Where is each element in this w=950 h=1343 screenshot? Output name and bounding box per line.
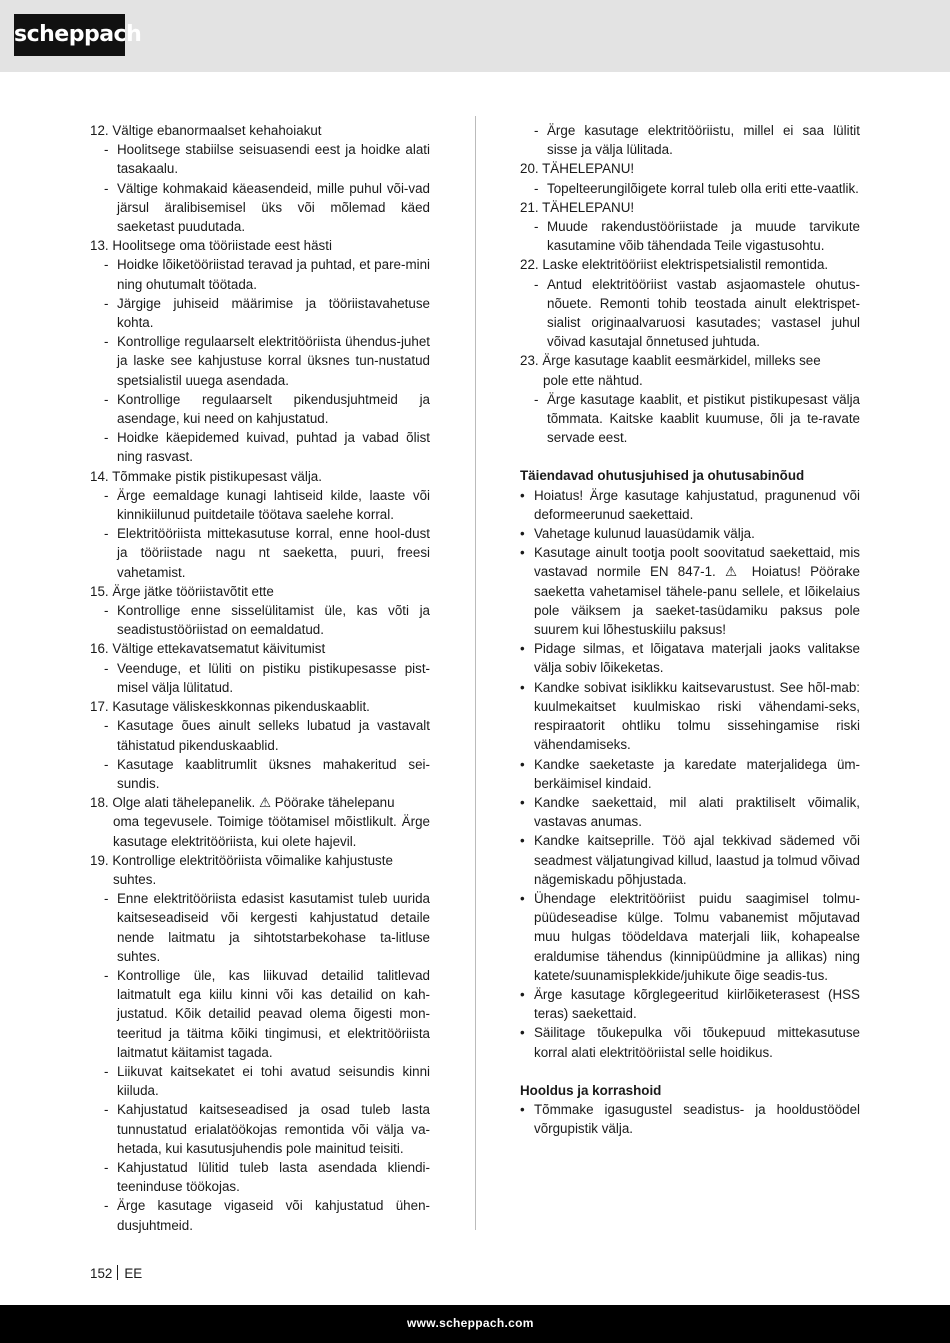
dash-item: - Liikuvat kaitsekatet ei tohi avatud seisundis kinni kiiluda. [90,1062,430,1100]
scheppach-logo: scheppach [14,14,125,56]
bullet-item: • Hoiatus! Ärge kasutage kahjustatud, pragunenud või deformeerunud saekettaid. [520,486,860,524]
dash-item: - Kahjustatud lülitid tuleb lasta asendada kliendi-teeninduse töökojas. [90,1158,430,1196]
numbered-item-continuation: pole ette nähtud. [543,372,643,388]
numbered-item: 19. Kontrollige elektritööriista võimalike kahjustuste [90,852,393,868]
dash-item: - Ärge kasutage elektritööriistu, millel ei saa lülitit sisse ja välja lülitada. [520,121,860,159]
numbered-item: 16. Vältige ettekavatsematut käivitumist [90,641,326,657]
dash-item: - Vältige kohmakaid käeasendeid, mille puhul või-vad järsul äralibisemisel üks või mõlemad käed saeketast puudutada. [90,179,430,237]
dash-item: - Järgige juhiseid määrimise ja tööriistavahetuse kohta. [90,294,430,332]
dash-item: - Hoolitsege stabiilse seisuasendi eest ja hoidke alati tasakaalu. [90,140,430,178]
dash-item: - Kahjustatud kaitseseadised ja osad tuleb lasta tunnustatud erialatöökojas remontida või välja va-hetada, kui kasutusjuhendis pole mainitud teisiti. [90,1100,430,1158]
dash-item: - Hoidke käepidemed kuivad, puhtad ja vabad õlist ning rasvast. [90,428,430,466]
dash-item: - Kasutage õues ainult selleks lubatud ja vastavalt tähistatud pikenduskaablid. [90,716,430,754]
dash-item: - Kontrollige üle, kas liikuvad detailid talitlevad laitmatult ega kiilu kinni või kas detailid on kah-justatud. Kõik detailid peavad olema õigesti mon-teeritud ja täitma kõiki tingimusi, et elektritööriista laitmatut käitamist tagada. [90,966,430,1062]
numbered-item: 14. Tõmmake pistik pistikupesast välja. [90,468,322,484]
spacer [520,1062,860,1081]
page-footer-number [90,1264,142,1283]
page-footer [0,1305,950,1343]
dash-item: - Hoidke lõiketööriistad teravad ja puhtad, et pare-mini ning ohutumalt töötada. [90,255,430,293]
dash-item: - Kontrollige regulaarselt elektritööriista ühendus-juhet ja laske see kahjustuse korral üksnes tun-nustatud spetsialistil uuega asendada. [90,332,430,390]
bullet-item: • Kandke sobivat isiklikku kaitsevarustust. See hõl-mab: kuulmekaitset kuulmiskao riski vähendami-seks, respiraatorit ohtliku tolmu sissehingamise riski vähendamiseks. [520,678,860,755]
page-header [0,0,950,72]
dash-item: - Topelteerungilõigete korral tuleb olla eriti ette-vaatlik. [520,179,860,198]
dash-item: - Veenduge, et lüliti on pistiku pistikupesasse pist-misel välja lülitatud. [90,659,430,697]
numbered-item-continuation: suhtes. [113,871,157,887]
bullet-item: • Kandke kaitseprille. Töö ajal tekkivad sädemed või seadmest väljatungivad killud, laastud ja tolmud võivad nägemiskadu põhjustada. [520,831,860,889]
numbered-item: 20. TÄHELEPANU! [520,161,635,177]
language-code: EE [124,1266,143,1281]
bullet-item: • Kandke saekettaid, mil alati praktiliselt võimalik, vastavas anumas. [520,793,860,831]
spacer [520,447,860,466]
numbered-item-continuation: oma tegevusele. Toimige töötamisel mõistlikult. Ärge kasutage elektritööriista, kui olete hajevil. [113,814,430,849]
dash-item: - Enne elektritööriista edasist kasutamist tuleb uurida kaitseseadiseid või kergesti kahjustatud detaile nende laitmatu ja sihtotstarbekohase ta-litluse suhtes. [90,889,430,966]
dash-item: - Ärge kasutage kaablit, et pistikut pistikupesast välja tõmmata. Kaitske kaablit kuumuse, õli ja te-ravate servade eest. [520,390,860,448]
left-column [90,121,430,1235]
dash-item: - Kasutage kaablitrumlit üksnes mahakeritud sei-sundis. [90,755,430,793]
dash-item: - Kontrollige enne sisselülitamist üle, kas võti ja seadistustööriistad on eemaldatud. [90,601,430,639]
dash-item: - Elektritööriista mittekasutuse korral, enne hool-dust ja tööriistade nagu nt saeketta, puuri, freesi vahetamist. [90,524,430,582]
dash-item: - Ärge kasutage vigaseid või kahjustatud ühen-dusjuhtmeid. [90,1196,430,1234]
numbered-item: 13. Hoolitsege oma tööriistade eest hästi [90,238,332,254]
numbered-item: 18. Olge alati tähelepanelik. ⚠ Pöörake tähelepanu [90,795,395,811]
bullet-item: • Säilitage tõukepulka või tõukepuud mittekasutuse korral alati elektritööriistal selle hoidikus. [520,1023,860,1061]
bullet-item: • Vahetage kulunud lauasüdamik välja. [520,524,860,543]
section-heading: Hooldus ja korrashoid [520,1082,662,1098]
numbered-item: 17. Kasutage väliskeskkonnas pikenduskaablit. [90,699,370,715]
right-column [520,121,860,1138]
dash-item: - Muude rakendustööriistade ja muude tarvikute kasutamine võib tähendada Teile vigastusohtu. [520,217,860,255]
dash-item: - Kontrollige regulaarselt pikendusjuhtmeid ja asendage, kui need on kahjustatud. [90,390,430,428]
numbered-item: 22. Laske elektritööriist elektrispetsialistil remontida. [520,257,829,273]
section-heading: Täiendavad ohutusjuhised ja ohutusabinõud [520,468,805,484]
bullet-item: • Ühendage elektritööriist puidu saagimisel tolmu-püüdeseadise külge. Tolmu vabanemist mõjutavad muu hulgas töödeldava materjali liik, kohapealse eraldumise tähendus (kinnipüüdmine ja allikas) ning katete/suunamisplekkide/juhikute õige seadis-tus. [520,889,860,985]
bullet-item: • Tõmmake igasugustel seadistus- ja hooldustöödel võrgupistik välja. [520,1100,860,1138]
numbered-item: 15. Ärge jätke tööriistavõtit ette [90,583,274,599]
bullet-item: • Kandke saeketaste ja karedate materjalidega üm-berkäimisel kindaid. [520,755,860,793]
bullet-item: • Kasutage ainult tootja poolt soovitatud saekettaid, mis vastavad normile EN 847-1. ⚠ Hoiatus! Pöörake saeketta vahetamisel tähele-panu sellele, et lõikelaius pole väiksem ja saeket-tasüdamiku paksus pole suurem kui lõhestuskiilu paksus! [520,543,860,639]
bullet-item: • Pidage silmas, et lõigatava materjali jaoks valitakse välja sobiv lõikeketas. [520,639,860,677]
page-number: 152 [90,1266,113,1281]
numbered-item: 23. Ärge kasutage kaablit eesmärkidel, milleks see [520,353,821,369]
dash-item: - Ärge eemaldage kunagi lahtiseid kilde, laaste või kinnikiilunud puitdetaile töötava saelehe korral. [90,486,430,524]
column-divider [475,116,476,1230]
numbered-item: 12. Vältige ebanormaalset kehahoiakut [90,123,322,138]
bullet-item: • Ärge kasutage kõrglegeeritud kiirlõiketerasest (HSS teras) saekettaid. [520,985,860,1023]
dash-item: - Antud elektritööriist vastab asjaomastele ohutus-nõuete. Remonti tohib teostada ainult elektrispet-sialist originaalvaruosi kasutades; vastasel juhul võivad kasutajal õnnetused juhtuda. [520,275,860,352]
separator-bar [117,1265,118,1280]
numbered-item: 21. TÄHELEPANU! [520,199,635,215]
website-link[interactable]: www.scheppach.com [407,1316,534,1330]
